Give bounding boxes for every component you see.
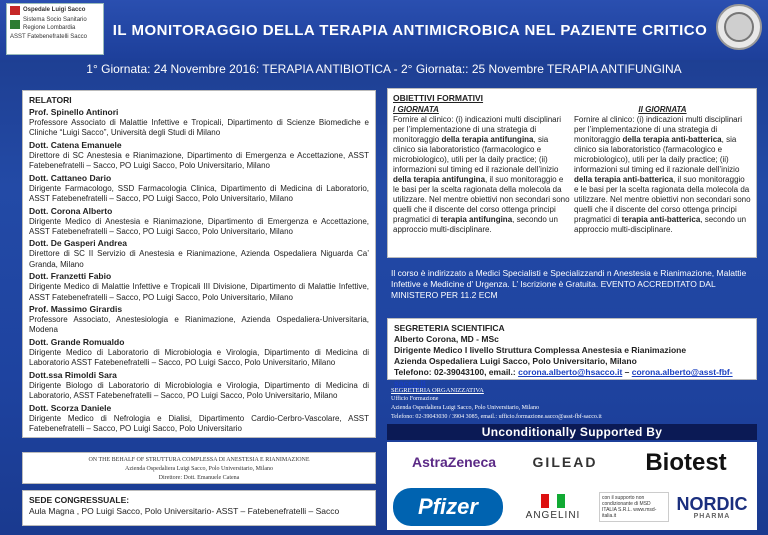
day-2-label: II GIORNATA [638, 104, 687, 114]
msd-logo: con il supporto non condizionante di MSD ITALIA S.R.L. www.msd-italia.it [599, 492, 669, 522]
email-link-2[interactable]: corona.alberto@asst-fbf-sacco.it [394, 367, 733, 389]
objectives-panel [387, 88, 757, 258]
logo-line-2: Sistema Socio Sanitario Regione Lombardia [23, 17, 87, 31]
organizational-secretariat [387, 384, 757, 420]
behalf-line-1: ON THE BEHALF OF STRUTTURA COMPLESSA DI ANESTESIA E RIANIMAZIONE [88, 457, 310, 463]
page-title: IL MONITORAGGIO DELLA TERAPIA ANTIMICROBICA NEL PAZIENTE CRITICO [112, 22, 708, 39]
speaker-item [29, 435, 369, 438]
university-seal-icon [716, 4, 762, 50]
behalf-box [22, 452, 376, 484]
secretariat-phone: Telefono: 02-39043100, email.: [394, 367, 519, 378]
gilead-logo: GILEAD [532, 454, 598, 470]
org-heading: SEGRETERIA ORGANIZZATIVA [391, 387, 484, 394]
venue-heading: SEDE CONGRESSUALE: [29, 495, 130, 505]
biotest-logo: Biotest [645, 449, 727, 476]
sponsor-logos [387, 442, 757, 530]
logo-line-1: Ospedale Luigi Sacco [23, 6, 86, 13]
day-1-label: I GIORNATA [393, 104, 439, 114]
email-link-1[interactable]: corona.alberto@hsacco.it [518, 367, 623, 378]
objectives-day-1: I GIORNATA Fornire al clinico: (i) indicazioni multi disciplinari per l’implementazione di una strategia di monitoraggio della terapia antifungina, sia clinico sia laboratoristico (farmacologico e microbiologico), utili per la daily practice; (ii) informazioni sul timing ed il razionale dell’inizio della terapia antifungina, il suo monitoraggio e le basi per la scelta ragionata della molecola da utilizzare. Nel mentre obiettivi non secondari sono quelli che il discente del corso ottenga principi pragmatici di terapia antifungina, secondo un approccio multi-disciplinare. [393, 104, 570, 234]
secretariat-role: Dirigente Medico I livello Struttura Complessa Anestesia e Rianimazione [394, 345, 687, 356]
speaker-item: Dott.ssa Rimoldi Sara Dirigente Biologo di Laboratorio di Microbiologia e Virologia, Dipartimento di Medicina di Laboratorio, ASST Fatebenefratelli – Sacco, PO Luigi Sacco, Polo Universitario, Milano [29, 369, 369, 401]
speaker-item: Dott. Corona Alberto Dirigente Medico di Anestesia e Rianimazione, Dipartimento di Emergenza e Accettazione, ASST Fatebenefratelli – Sacco, PO Luigi Sacco, Polo Universitario, Milano [29, 205, 369, 236]
sponsor-banner: Unconditionally Supported By [387, 424, 757, 440]
lombardia-logo-icon [10, 20, 20, 29]
secretariat-name: Alberto Corona, MD - MSc [394, 334, 499, 345]
venue-box [22, 490, 376, 526]
secretariat-hospital: Azienda Ospedaliera Luigi Sacco, Polo Universitario, Milano [394, 356, 637, 367]
sacco-logo-icon [10, 6, 20, 15]
pfizer-logo: Pfizer [393, 488, 503, 526]
venue-text: Aula Magna , PO Luigi Sacco, Polo Universitario- ASST – Fatebenefratelli – Sacco [29, 506, 340, 517]
speaker-item: Prof. Spinello Antinori Professore Associato di Malattie Infettive e Tropicali, Dipartimento di Scienze Biomediche e Cliniche “Luigi Sacco”, Università degli Studi di Milano [29, 107, 369, 138]
speakers-list [29, 107, 369, 438]
speaker-item: Dott. Scorza Daniele Dirigente Medico di Nefrologia e Dialisi, Dipartimento Cardio-Cerbro-Vascolare, ASST Fatebenefratelli – Sacco, PO Luigi Sacco, Polo Universitario [29, 402, 369, 433]
hospital-logo [6, 3, 104, 55]
page-subtitle: 1° Giornata: 24 Novembre 2016: TERAPIA ANTIBIOTICA - 2° Giornata:: 25 Novembre TERAPIA ANTIFUNGINA [86, 62, 682, 76]
objectives-day-2: II GIORNATA Fornire al clinico: (i) indicazioni multi disciplinari per l’implementazione di una strategia di monitoraggio della terapia anti-batterica, sia clinico sia laboratoristico (farmacologico e microbiologico), utili per la daily practice; (ii) informazioni sul timing ed il razionale dell’inizio della terapia anti-batterica, il suo monitoraggio e le basi per la scelta ragionata della molecola da utilizzare. Nel mentre obiettivi non secondari sono quelli che il discente del corso ottenga principi pragmatici di terapia anti-batterica, secondo un approccio multi-disciplinare. [574, 104, 751, 234]
angelini-mark-icon [541, 494, 565, 508]
org-line-3: Telefono: 02-39043030 / 3904 3085, email.: ufficio.formazione.sacco@asst-fbf-sacco.it [391, 413, 602, 420]
astrazeneca-logo: AstraZeneca [411, 454, 497, 470]
org-line-2: Azienda Ospedaliera Luigi Sacco, Polo Universitario, Milano [391, 405, 539, 412]
speaker-item: Prof. Massimo Girardis Professore Associato, Anestesiologia e Rianimazione, Azienda Ospedaliera-Universitaria, Modena [29, 304, 369, 335]
speaker-item: Dott. Cattaneo Dario Dirigente Farmacologo, SSD Farmacologia Clinica, Dipartimento di Medicina di Laboratorio, ASST Fatebenefratelli – Sacco, PO Luigi Sacco, Polo Universitario, Milano [29, 172, 369, 204]
speaker-item: Dott. De Gasperi Andrea Direttore di SC II Servizio di Anestesia e Rianimazione, Azienda Ospedaliera Niguarda Ca’ Granda, Milano [29, 238, 369, 269]
org-line-1: Ufficio Formazione [391, 396, 439, 403]
speaker-item: Dott. Franzetti Fabio Dirigente Medico di Malattie Infettive e Tropicali III Divisione, Dipartimento di Malattie Infettive, ASST Fatebenefratelli – Sacco, PO Luigi Sacco, Polo Universitario, Milano [29, 271, 369, 302]
logo-line-3: ASST Fatebenefratelli Sacco [10, 34, 87, 40]
speakers-panel [22, 90, 376, 438]
speaker-item: Dott. Grande Romualdo Dirigente Medico di Laboratorio di Microbiologia e Virologia, Dipartimento di Medicina di Laboratorio ASST Fatebenefratelli – Sacco, PO Luigi Sacco, Polo Universitario, Milano [29, 336, 369, 368]
course-info: Il corso è indirizzato a Medici Specialisti e Specializzandi n Anestesia e Rianimazione, Malattie Infettive e Medicine d’ Urgenza. L’ Iscrizione è Gratuita. EVENTO ACCREDITATO DAL MINISTERO PER 11.2 ECM [391, 268, 747, 301]
speakers-heading: RELATORI [29, 95, 72, 105]
secretariat-heading: SEGRETERIA SCIENTIFICA [394, 323, 505, 333]
behalf-line-2: Azienda Ospedaliera Luigi Sacco, Polo Universitario, Milano [125, 466, 273, 472]
header [0, 0, 768, 60]
scientific-secretariat: SEGRETERIA SCIENTIFICA Alberto Corona, MD - MSc Dirigente Medico I livello Struttura Complessa Anestesia e Rianimazione Azienda Ospedaliera Luigi Sacco, Polo Universitario, Milano Telefono: 02-39043100, email.: corona.alberto@hsacco.it – corona.alberto@asst-fbf-sacco.it [387, 318, 757, 380]
objectives-heading: OBIETTIVI FORMATIVI [393, 93, 484, 103]
behalf-line-3: Direttore: Dott. Emanuele Catena [158, 475, 240, 481]
angelini-logo: ANGELINI [509, 490, 597, 524]
speaker-item: Dott. Catena Emanuele Direttore di SC Anestesia e Rianimazione, Dipartimento di Emergenza e Accettazione, ASST Fatebenefratelli – Sacco, PO Luigi Sacco, Polo Universitario, Milano [29, 139, 369, 171]
nordic-pharma-logo: NORDIC PHARMA [676, 493, 748, 520]
